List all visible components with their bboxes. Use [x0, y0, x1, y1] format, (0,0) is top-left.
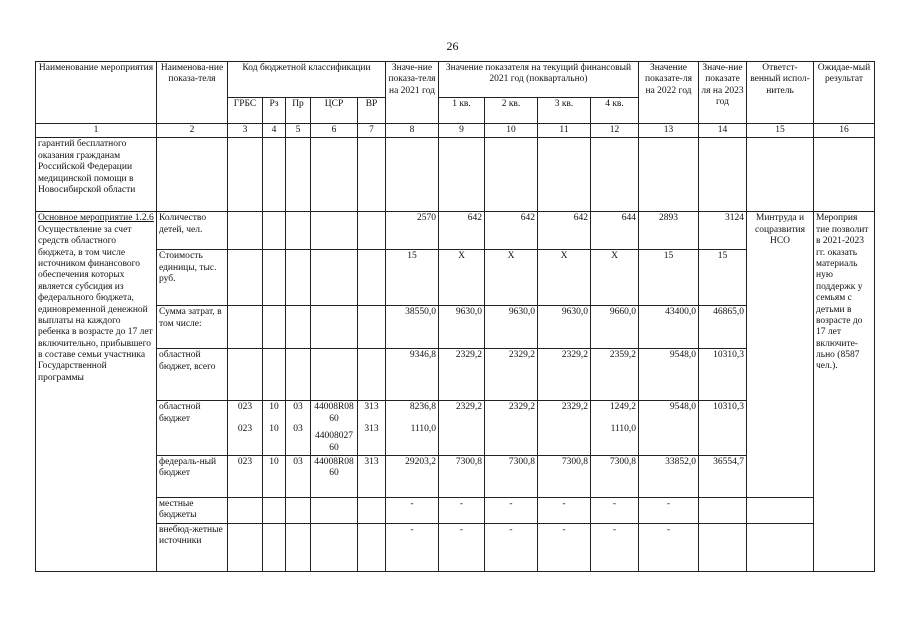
value-cell: 2329,2 [485, 349, 538, 401]
header-csr: ЦСР [311, 98, 358, 124]
code-value: 023 [237, 423, 253, 434]
children-row [36, 212, 875, 250]
value-cell: - [591, 497, 639, 523]
header-q2: 2 кв. [485, 98, 538, 124]
value-cell: 46865,0 [699, 306, 747, 349]
header-pr: Пр [286, 98, 311, 124]
value-cell: 2570 [386, 212, 439, 250]
value-cell: 3124 [699, 212, 747, 250]
value-cell: - [386, 523, 439, 571]
value-cell: 9548,0 [639, 401, 699, 456]
col-number: 12 [591, 124, 639, 138]
value-cell: X [439, 250, 485, 306]
value-cell: 642 [538, 212, 591, 250]
value-cell: 2329,2 [439, 349, 485, 401]
header-row [36, 62, 875, 98]
value-cell: 10310,3 [699, 401, 747, 456]
value-cell: X [485, 250, 538, 306]
col-number: 7 [358, 124, 386, 138]
rz-cell [263, 401, 286, 456]
value-cell: 9346,8 [386, 349, 439, 401]
header-activity: Наименование мероприятия [36, 62, 157, 124]
col-number: 11 [538, 124, 591, 138]
value-cell: 29203,2 [386, 455, 439, 497]
pr-cell [286, 401, 311, 456]
value-cell: 9630,0 [538, 306, 591, 349]
value-cell: - [485, 497, 538, 523]
indicator-label: внебюд-жетные источники [157, 523, 228, 571]
grbs-cell [228, 401, 263, 456]
header-value-2022: Значение показате-ля на 2022 год [639, 62, 699, 124]
result-cell: Мероприя тие позволит в 2021-2023 гг. оказать материаль ную поддержк у семьям с детьми в возрасте до 17 лет включите-льно (8587 чел.). [814, 212, 875, 571]
continued-text: гарантий бесплатного оказания гражданам Российской Федерации медицинской помощи в Новосибирской области [36, 138, 157, 212]
vr-cell: 313 [358, 455, 386, 497]
value-cell: 9548,0 [639, 349, 699, 401]
code-value: 10 [269, 402, 279, 413]
value-cell: 2329,2 [538, 349, 591, 401]
code-value: 10 [269, 423, 279, 434]
value-cell: X [538, 250, 591, 306]
rz-cell: 10 [263, 455, 286, 497]
value-cell: 644 [591, 212, 639, 250]
header-grbs: ГРБС [228, 98, 263, 124]
col-number: 14 [699, 124, 747, 138]
value-cell: 2329,2 [538, 401, 591, 456]
activity-cell [36, 212, 157, 571]
value: 1249,2 [609, 402, 636, 413]
header-budget-code: Код бюджетной классификации [228, 62, 386, 98]
value-cell: 2359,2 [591, 349, 639, 401]
indicator-label: федераль-ный бюджет [157, 455, 228, 497]
value-cell: - [538, 523, 591, 571]
header-vr: ВР [358, 98, 386, 124]
value-cell: 9630,0 [439, 306, 485, 349]
executor-cell: Минтруда и соцразвития НСО [747, 212, 814, 498]
activity-description: Осуществление за счет средств областного бюджета, в том числе источником финансового обеспечения которых является субсидия из федерального бюджета, единовременной денежной выплаты на каждого ребенка в возрасте до 17 лет включительно, прибывшего в составе семьи участника Государственной программы [38, 224, 153, 383]
value-cell: 43400,0 [639, 306, 699, 349]
value-cell: - [439, 523, 485, 571]
value-cell: 2893 [639, 212, 699, 250]
indicator-label: областной бюджет [157, 401, 228, 456]
pr-cell: 03 [286, 455, 311, 497]
col-number: 8 [386, 124, 439, 138]
col-number: 1 [36, 124, 157, 138]
col-number: 5 [286, 124, 311, 138]
col-number: 6 [311, 124, 358, 138]
value-cell: - [639, 497, 699, 523]
value-cell: 7300,8 [439, 455, 485, 497]
value-cell: - [386, 497, 439, 523]
value-cell: - [485, 523, 538, 571]
value: 8236,8 [409, 402, 436, 413]
value-cell: 15 [699, 250, 747, 306]
extra-row [36, 523, 875, 571]
header-q3: 3 кв. [538, 98, 591, 124]
value-cell [591, 401, 639, 456]
header-q1: 1 кв. [439, 98, 485, 124]
value-cell: 7300,8 [538, 455, 591, 497]
local-row [36, 497, 875, 523]
code-value: 313 [364, 402, 379, 413]
vr-cell [358, 401, 386, 456]
value-cell: 33852,0 [639, 455, 699, 497]
code-value: 023 [237, 402, 253, 413]
activity-title: Основное мероприятие 1.2.6 [38, 213, 154, 224]
value: 1110,0 [610, 423, 636, 434]
indicator-label: местные бюджеты [157, 497, 228, 523]
value-cell: 38550,0 [386, 306, 439, 349]
header-q4: 4 кв. [591, 98, 639, 124]
value-cell: - [639, 523, 699, 571]
value-cell: X [591, 250, 639, 306]
value-cell: 7300,8 [591, 455, 639, 497]
col-number: 16 [814, 124, 875, 138]
value-cell: 7300,8 [485, 455, 538, 497]
grbs-cell: 023 [228, 455, 263, 497]
code-value: 313 [364, 423, 379, 434]
value-cell: 2329,2 [439, 401, 485, 456]
value-cell: - [591, 523, 639, 571]
col-number: 2 [157, 124, 228, 138]
value-cell: - [538, 497, 591, 523]
indicator-label: Количество детей, чел. [157, 212, 228, 250]
header-current-year: Значение показателя на текущий финансовый 2021 год (поквартально) [439, 62, 639, 98]
value-cell: 10310,3 [699, 349, 747, 401]
col-number: 9 [439, 124, 485, 138]
value-cell: 2329,2 [485, 401, 538, 456]
continued-row [36, 138, 875, 212]
value-cell: 36554,7 [699, 455, 747, 497]
value-cell: 15 [639, 250, 699, 306]
budget-table [35, 61, 875, 572]
value-cell: 642 [485, 212, 538, 250]
col-number: 3 [228, 124, 263, 138]
indicator-label: Сумма затрат, в том числе: [157, 306, 228, 349]
col-number: 15 [747, 124, 814, 138]
csr-cell: 44008R08 60 [311, 455, 358, 497]
col-number: 4 [263, 124, 286, 138]
value-cell: 9630,0 [485, 306, 538, 349]
code-value: 03 [293, 423, 303, 434]
col-number: 10 [485, 124, 538, 138]
csr-cell [311, 401, 358, 456]
page-number: 26 [446, 39, 459, 53]
code-value: 44008R08 60 [314, 402, 354, 424]
code-value: 44008027 60 [315, 431, 353, 453]
value-cell: - [439, 497, 485, 523]
header-rz: Рз [263, 98, 286, 124]
value-cell: 9660,0 [591, 306, 639, 349]
header-result: Ожидае-мый результат [814, 62, 875, 124]
col-number: 13 [639, 124, 699, 138]
value-cell: 642 [439, 212, 485, 250]
code-value: 03 [293, 402, 303, 413]
header-indicator: Наименова-ние показа-теля [157, 62, 228, 124]
header-value-2021: Значе-ние показа-теля на 2021 год [386, 62, 439, 124]
header-value-2023: Значе-ние показате ля на 2023 год [699, 62, 747, 124]
value-cell [386, 401, 439, 456]
indicator-label: Стоимость единицы, тыс. руб. [157, 250, 228, 306]
column-numbers-row [36, 124, 875, 138]
indicator-label: областной бюджет, всего [157, 349, 228, 401]
header-executor: Ответст-венный испол-нитель [747, 62, 814, 124]
value: 1110,0 [410, 423, 436, 434]
value-cell: 15 [386, 250, 439, 306]
